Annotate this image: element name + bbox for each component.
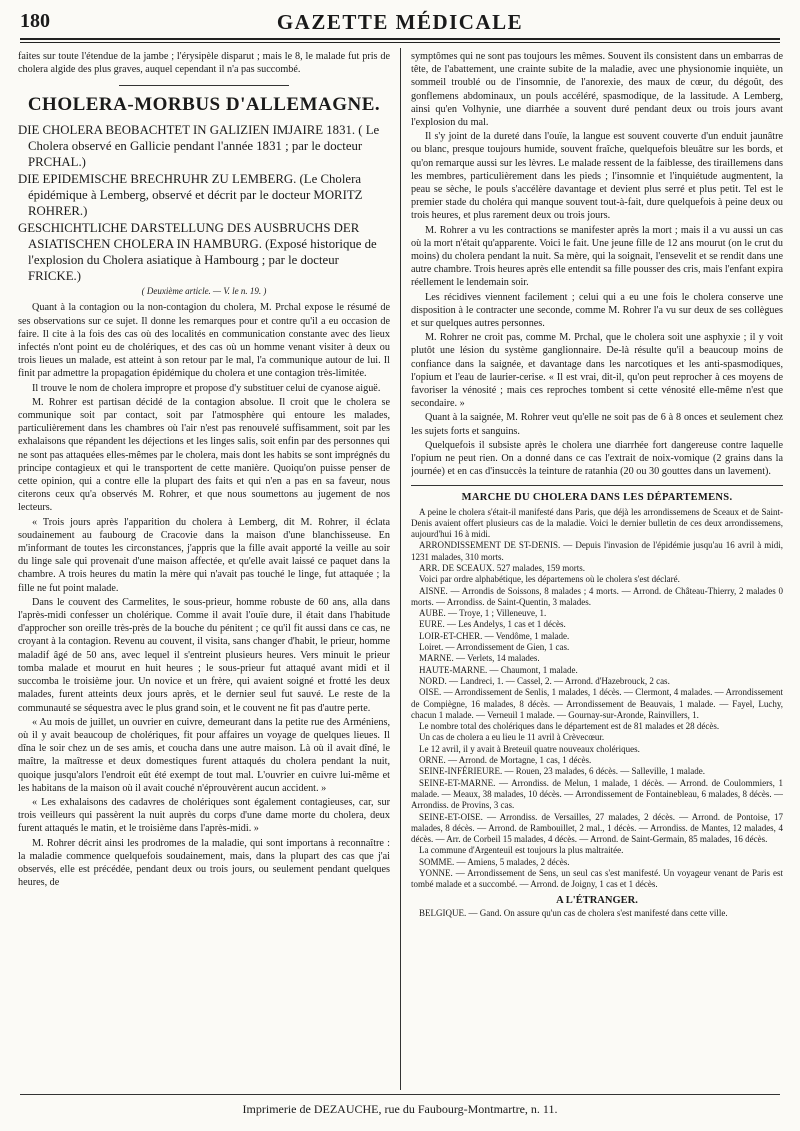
department-entry: SOMME. — Amiens, 5 malades, 2 décès. [419, 856, 570, 867]
page-number: 180 [20, 10, 50, 32]
department-entry: Un cas de cholera a eu lieu le 11 avril à Crèvecœur. [419, 732, 605, 743]
department-entry: AISNE. — Arrondis de Soissons, 8 malades ; 4 morts. — Arrond. de Château-Thierry, 2 malades 0 morts. — Arrondiss. de Saint-Quentin, 3 malades. [411, 585, 783, 607]
paragraph: symptômes qui ne sont pas toujours les mêmes. Souvent ils consistent dans un embarras de tête, de l'abattement, une crainte subite de la maladie, avec une physionomie inquiète, un sommeil troublé ou de l'insomnie, de l'anorexie, des maux de cœur, du dégoût, des gonflemens abdominaux, un pouls accéléré, spasmodique, de la lassitude. A Lemberg, ainsi qu'en Volhynie, une diarrhée a souvent duré pendant deux ou trois jours avant l'explosion du mal. [411, 51, 783, 129]
department-entry: Loiret. — Arrondissement de Gien, 1 cas. [419, 642, 570, 653]
paragraph: Dans le couvent des Carmelites, le sous-prieur, homme robuste de 60 ans, alla dans l'après-midi confesser un cholérique. Comme il avait l'ouïe dure, il était dans l'habitude d'approcher son oreille très-près de la bouche du pénitent ; ce qu'il fit aussi dans ce cas, ne croyant à la contagion. Revenu au couvent, il visita, sans changer d'habit, le prieur, homme maladif âgé de 50 ans, avec lequel il s'entreint plusieurs heures. Vers minuit le prieur tomba malade et mourut en huit heures ; le sous-prieur fut attaqué avant midi et il succomba le troisième jour. Un novice et un frère, qui avaient soigné et frotté les deux malades, furent atteints deux jours après, et le dernier seul fut sauvé. Le reste de la communauté se séquestra avec le plus grand soin, et le couvent ne fit pas d'autre perte. [18, 596, 390, 714]
reference-3: GESCHICHTLICHE DARSTELLUNG DES AUSBRUCHS DER ASIATISCHEN CHOLERA IN HAMBURG. (Exposé historique de l'explosion du Cholera asiatique à Hambourg ; par le docteur FRICKE.) [18, 221, 377, 284]
right-column [411, 50, 783, 1090]
footer-rule [20, 1094, 780, 1095]
department-entry: OISE. — Arrondissement de Senlis, 1 malades, 1 décès. — Clermont, 4 malades. — Arrondissement de Compiègne, 16 malades, 8 décès. — Arrondissement de Beauvais, 1 malade. — Fayel, Luchy, chacun 1 malade. — Verneuil 1 malade. — Gournay-sur-Aronde, Rainvillers, 1. [411, 687, 783, 720]
section-title: CHOLERA-MORBUS D'ALLEMAGNE. [27, 94, 381, 116]
paragraph: Quelquefois il subsiste après le cholera une diarrhée fort dangereuse contre laquelle l'opium ne peut rien. On a donné dans ce cas l'extrait de noix-vomique (2 grains dans la journée) et en cas d'insuccès la teinture de ratanhia (20 ou 30 gouttes dans un lavement). [411, 439, 783, 478]
paragraph: M. Rohrer est partisan décidé de la contagion absolue. Il croit que le cholera se communique soit par contact, soit par l'atmosphère qui entoure les malades, particulièrement dans les chambres où l'air n'est pas renouvelé suffisamment, soit par les exhalaisons que répandent les déjections et les linges salis, soit enfin par des personnes qui ne sont pas attaquées elles-mêmes par le cholera, mais dont les habits se sont imprégnés du principe contagieux et qui le transportent de cette manière. Quoiqu'on puisse penser de cette opinion, qui a contre elle la plupart des faits et qui n'en a pas en sa faveur, nous citerons ceux qu'a observés M. Rohrer, et que nous soumettons au jugement de nos lecteurs. [18, 396, 390, 514]
paragraph: Il s'y joint de la dureté dans l'ouïe, la langue est souvent couverte d'un enduit jaunâtre ou blanc, presque toujours humide, souvent fraîche, quelquefois bleuâtre sur les bords, et qu'on remarque aussi sur les lèvres. Le malade ressent de la faiblesse, des tiraillemens dans les membres, particulièrement dans les pieds ; l'insomnie et l'inquiétude augmentent, la peau se sèche, le pouls s'accélère davantage et devient plus serré et plus petit. Tel est le premier stade du choléra qui manque souvent tout-à-fait, dure quelquefois à peine deux ou trois heures, et plus rarement deux ou trois jours. [411, 131, 783, 222]
department-entry: EURE. — Les Andelys, 1 cas et 1 décès. [419, 619, 566, 630]
paragraph: « Au mois de juillet, un ouvrier en cuivre, demeurant dans la petite rue des Arméniens, où il y avait beaucoup de cholériques, fit pour affaires un voyage de quelques lieues. Il dîna le soir chez un de ses amis, et coucha dans une autre maison. Là où il avait dîné, le maître, la maîtresse et deux domestiques furent attaqués du cholera pendant la nuit, quoique jusqu'alors l'endroit eût été exempt de tout mal. L'ouvrier en cuivre lui-même et les habitans de la maison où il avait couché n'éprouvèrent aucun accident. » [18, 716, 390, 794]
department-entry: Le 12 avril, il y avait à Breteuil quatre nouveaux cholériques. [419, 743, 640, 754]
department-entry: Voici par ordre alphabétique, les départemens où le cholera s'est déclaré. [419, 574, 680, 585]
foreign-section-title: A L'ÉTRANGER. [556, 894, 638, 906]
paragraph: Il trouve le nom de cholera impropre et propose d'y substituer celui de cyanose aiguë. [32, 382, 381, 394]
foreign-entry: BELGIQUE. — Gand. On assure qu'un cas de cholera s'est manifesté dans cette ville. [419, 907, 728, 918]
department-entry: HAUTE-MARNE. — Chaumont, 1 malade. [419, 664, 578, 675]
reference-2: DIE EPIDEMISCHE BRECHRUHR ZU LEMBERG. (Le Cholera épidémique à Lemberg, observé et décrit par le docteur MORITZ ROHRER.) [18, 172, 363, 219]
department-entry: ARRONDISSEMENT DE ST-DENIS. — Depuis l'invasion de l'épidémie jusqu'au 16 avril à midi, 1231 malades, 310 morts. [411, 540, 783, 562]
article-note: ( Deuxième article. — V. le n. 19. ) [141, 286, 267, 297]
department-entry: MARNE. — Verlets, 14 malades. [419, 653, 540, 664]
paragraph: M. Rohrer a vu les contractions se manifester après la mort ; mais il a vu aussi un cas où la mort n'était qu'apparente. Voici le fait. Une jeune fille de 12 ans mourut (on le crut du moins) du cholera pendant la nuit. Sa mère, qui la soignait, l'ensevelit et se rendit dans une autre chambre. Trois heures après elle entendit sa fille pousser des cris, mais l'enfant expira réellement le lendemain soir. [411, 224, 783, 289]
paragraph: M. Rohrer décrit ainsi les prodromes de la maladie, qui sont importans à reconnaître : la maladie commence quelquefois soudainement, mais, dans la plupart des cas que j'ai observés, elle est précédée, pendant deux ou trois jours, ou seulement pendant quelques heures, de [18, 837, 390, 889]
section-rule [411, 485, 783, 486]
department-entry: ARR. DE SCEAUX. 527 malades, 159 morts. [419, 562, 585, 573]
department-entry: ORNE. — Arrond. de Mortagne, 1 cas, 1 décès. [419, 755, 592, 766]
section-rule [119, 85, 289, 86]
department-entry: Le nombre total des cholériques dans le département est de 81 malades et 28 décès. [419, 721, 720, 732]
department-entry: LOIR-ET-CHER. — Vendôme, 1 malade. [419, 630, 570, 641]
left-column [18, 50, 390, 1090]
department-entry: SEINE-ET-OISE. — Arrondiss. de Versailles, 27 malades, 2 décès. — Arrond. de Pontoise, 17 malades, 8 décès. — Arrond. de Rambouillet, 2 mal., 1 décès. — Arrondiss. de Mantes, 12 malades, 4 décès. — Arr. de Corbeil 15 malades, 4 décès. — Arrond. de Saint-Germain, 85 malades, 16 décès. [411, 811, 783, 845]
department-entry: AUBE. — Troye, 1 ; Villeneuve, 1. [419, 608, 547, 619]
page-header [20, 10, 780, 38]
paragraph: M. Rohrer ne croit pas, comme M. Prchal, que le cholera soit une asphyxie ; il y voit plutôt une lésion du système ganglionnaire. De-là résulte qu'il a beaucoup moins de confiance dans la saignée, et davantage dans les narcotiques et les anti-spasmodiques, l'opium et l'eau de laurier-cerise. « Il est vrai, dit-il, qu'on peut reprocher à ces moyens de favoriser la vénosité ; mais ces reproches tombent si cette vénosité elle-même n'est que secondaire. » [411, 332, 783, 410]
department-entry: SEINE-ET-MARNE. — Arrondiss. de Melun, 1 malade, 1 décès. — Arrond. de Coulommiers, 1 malade. — Meaux, 38 malades, 10 décès. — Arrondissement de Fontainebleau, 6 malades, 8 décès. — Arrondiss. de Provins, 3 cas. [411, 777, 783, 811]
department-entry: SEINE-INFÉRIEURE. — Rouen, 23 malades, 6 décès. — Salleville, 1 malade. [419, 766, 705, 777]
reference-1: DIE CHOLERA BEOBACHTET IN GALIZIEN IMJAIRE 1831. ( Le Cholera observé en Gallicie pendant l'année 1831 ; par le docteur PRCHAL.) [18, 123, 380, 170]
printer-imprint: Imprimerie de DEZAUCHE, rue du Faubourg-Montmartre, n. 11. [242, 1102, 558, 1116]
paragraph: Quant à la contagion ou la non-contagion du cholera, M. Prchal expose le résumé de ses observations sur ce sujet. Il donne les remarques pour et contre qu'il a eu occasion de faire. Il cite à la fois des cas où des localités en communication constante avec des lieux infectés n'ont point eu de cholériques, et des cas où un homme venant visiter à deux ou trois lieues un malade, est atteint à son retour par le mal, l'a communique autour de lui. Il finit par admettre la propagation épidémique du cholera et une contagion très-limitée. [18, 302, 390, 380]
paragraph: Les récidives viennent facilement ; celui qui a eu une fois le cholera conserve une disposition à le contracter une seconde, comme M. Rohrer l'a vu sur deux de ses collègues et sur quelques autres personnes. [411, 291, 783, 330]
department-entry: NORD. — Landreci, 1. — Cassel, 2. — Arrond. d'Hazebrouck, 2 cas. [419, 675, 670, 686]
header-rule-thin [20, 42, 780, 43]
column-divider [400, 48, 401, 1090]
header-rule [20, 38, 780, 40]
department-entry: YONNE. — Arrondissement de Sens, un seul cas s'est manifesté. Un voyageur venant de Paris est tombé malade et a succombé. — Arrond. de Joigny, 1 cas et 1 décès. [411, 868, 783, 890]
paragraph: Quant à la saignée, M. Rohrer veut qu'elle ne soit pas de 6 à 8 onces et seulement chez les sujets forts et sanguins. [411, 412, 783, 437]
department-entry: La commune d'Argenteuil est toujours la plus maltraitée. [419, 845, 624, 856]
paragraph: « Les exhalaisons des cadavres de cholériques sont également contagieuses, car, sur trois veilleurs qui passèrent la nuit auprès du corps d'une dame morte du cholera, deux furent attaqués le matin, et le troisième dans l'après-midi. » [18, 796, 390, 835]
march-intro: A peine le cholera s'était-il manifesté dans Paris, que déjà les arrondissemens de Sceaux et de Saint-Denis avaient offert plusieurs cas de la maladie. Voici le dernier bulletin de ces deux arrondissemens, aujourd'hui 16 à midi. [411, 506, 783, 540]
march-section-title: MARCHE DU CHOLERA DANS LES DÉPARTEMENS. [461, 491, 733, 503]
carryover-paragraph: faites sur toute l'étendue de la jambe ; l'érysipèle disparut ; mais le 8, le malade fut pris de cholera algide des plus graves, auquel cependant il n'a pas succombé. [18, 51, 390, 76]
journal-title: GAZETTE MÉDICALE [276, 10, 524, 34]
paragraph: « Trois jours après l'apparition du cholera à Lemberg, dit M. Rohrer, il éclata soudainement au faubourg de Cracovie dans la maison d'une blanchisseuse. En m'informant de toutes les circonstances, j'appris que la fille avait apporté la veille au soir du linge sale qui provenait d'une maison affectée, et qu'elle avait laissé ce paquet dans la chambre. A trois heures du matin la mère qui n'avait pas touché le linge, fut attaquée ; la fille ne fut point malade. [18, 516, 390, 594]
